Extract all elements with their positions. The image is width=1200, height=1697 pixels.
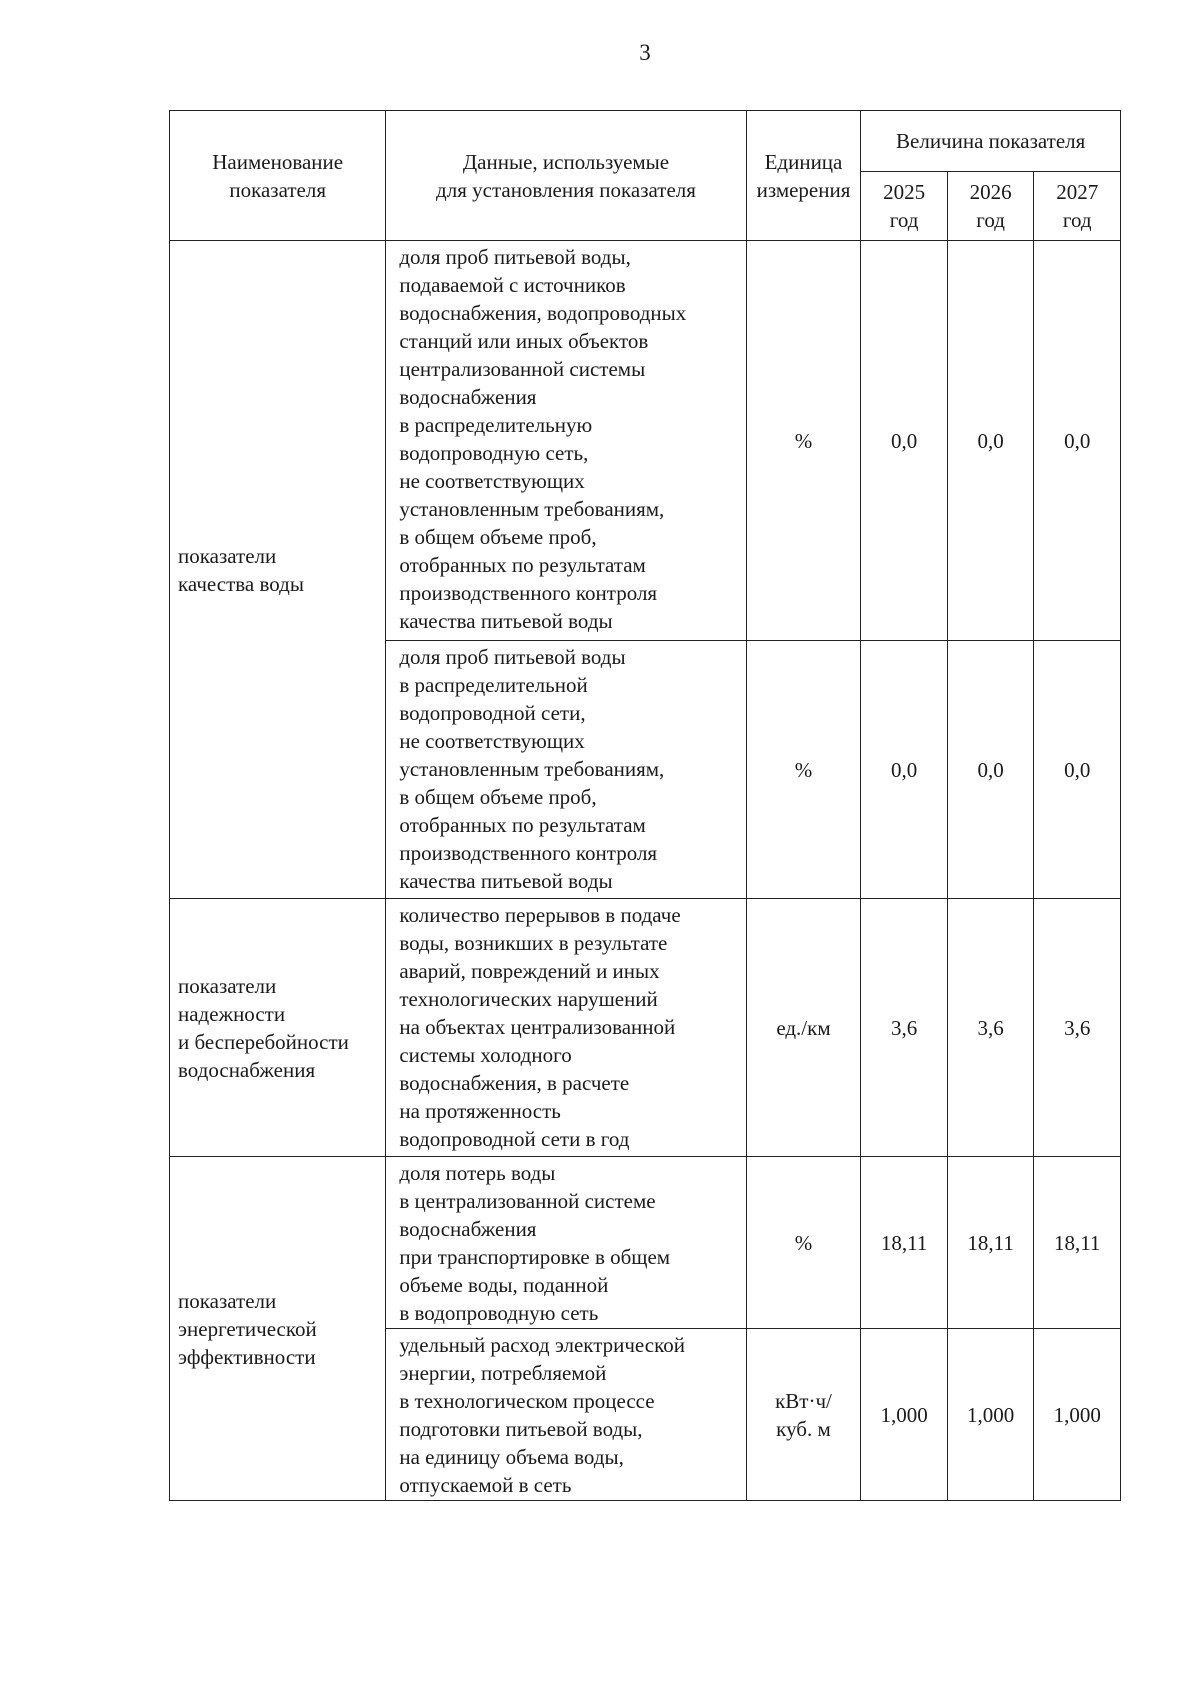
value-2025: 18,11	[861, 1157, 948, 1329]
group-water-quality: показатели качества воды	[170, 241, 386, 899]
value-2025: 1,000	[861, 1329, 948, 1501]
indicator-description: доля проб питьевой воды, подаваемой с источников водоснабжения, водопроводных станций или иных объектов централизованной системы водоснабжения в распределительную водопроводную сеть, не соответствующих установленным требованиям, в общем объеме проб, отобранных по результатам производственного контроля качества питьевой воды	[386, 241, 746, 641]
value-2027: 0,0	[1034, 241, 1121, 641]
value-2027: 3,6	[1034, 899, 1121, 1157]
value-2026: 18,11	[947, 1157, 1034, 1329]
table-row	[170, 1157, 1121, 1329]
value-2027: 1,000	[1034, 1329, 1121, 1501]
value-2026: 0,0	[947, 641, 1034, 899]
header-year-2027: 2027 год	[1034, 172, 1121, 241]
value-2027: 18,11	[1034, 1157, 1121, 1329]
value-2026: 1,000	[947, 1329, 1034, 1501]
header-unit: Единица измерения	[746, 111, 861, 241]
header-year-2025: 2025 год	[861, 172, 948, 241]
group-reliability: показатели надежности и бесперебойности водоснабжения	[170, 899, 386, 1157]
value-2025: 0,0	[861, 641, 948, 899]
table-row	[170, 241, 1121, 641]
value-2026: 0,0	[947, 241, 1034, 641]
unit-cell: ед./км	[746, 899, 861, 1157]
indicator-description: доля проб питьевой воды в распределительной водопроводной сети, не соответствующих установленным требованиям, в общем объеме проб, отобранных по результатам производственного контроля качества питьевой воды	[386, 641, 746, 899]
value-2025: 0,0	[861, 241, 948, 641]
indicator-description: доля потерь воды в централизованной системе водоснабжения при транспортировке в общем объеме воды, поданной в водопроводную сеть	[386, 1157, 746, 1329]
indicator-description: количество перерывов в подаче воды, возникших в результате аварий, повреждений и иных технологических нарушений на объектах централизованной системы холодного водоснабжения, в расчете на протяженность водопроводной сети в год	[386, 899, 746, 1157]
unit-cell: %	[746, 241, 861, 641]
unit-cell: кВт·ч/ куб. м	[746, 1329, 861, 1501]
table-header-row	[170, 111, 1121, 172]
unit-cell: %	[746, 641, 861, 899]
value-2026: 3,6	[947, 899, 1034, 1157]
indicators-table	[169, 110, 1121, 1501]
page-number: 3	[639, 40, 651, 65]
header-indicator-name: Наименование показателя	[170, 111, 386, 241]
header-value-group: Величина показателя	[861, 111, 1121, 172]
header-source-data: Данные, используемые для установления показателя	[386, 111, 746, 241]
header-year-2026: 2026 год	[947, 172, 1034, 241]
value-2027: 0,0	[1034, 641, 1121, 899]
value-2025: 3,6	[861, 899, 948, 1157]
table-row	[170, 899, 1121, 1157]
group-energy-efficiency: показатели энергетической эффективности	[170, 1157, 386, 1501]
indicator-description: удельный расход электрической энергии, потребляемой в технологическом процессе подготовки питьевой воды, на единицу объема воды, отпускаемой в сеть	[386, 1329, 746, 1501]
unit-cell: %	[746, 1157, 861, 1329]
